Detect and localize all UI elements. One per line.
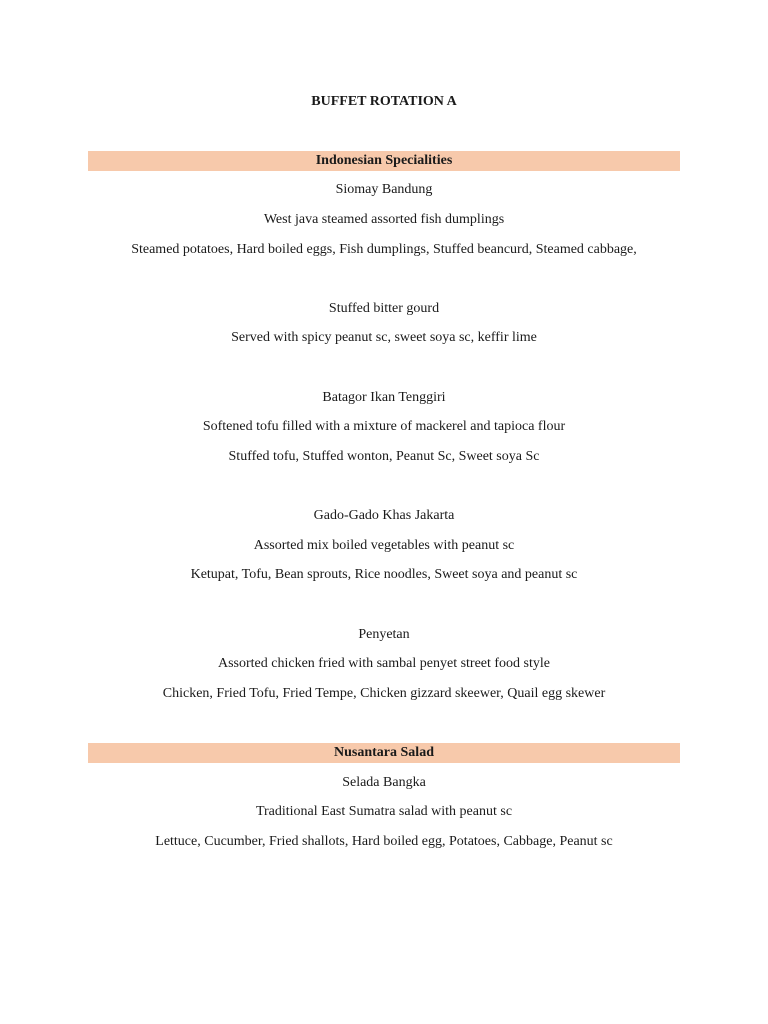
dish-name-batagor-ikan-tenggiri: Batagor Ikan Tenggiri <box>322 390 446 405</box>
dish-description: Softened tofu filled with a mixture of mackerel and tapioca flour <box>202 419 566 434</box>
dish-components: Stuffed tofu, Stuffed wonton, Peanut Sc, Sweet soya Sc <box>228 449 540 464</box>
dish-components: Lettuce, Cucumber, Fried shallots, Hard boiled egg, Potatoes, Cabbage, Peanut sc <box>155 834 613 849</box>
dish-description: Assorted mix boiled vegetables with peanut sc <box>253 538 515 553</box>
dish-condiments: Served with spicy peanut sc, sweet soya sc, keffir lime <box>231 330 537 345</box>
dish-components: Ketupat, Tofu, Bean sprouts, Rice noodles, Sweet soya and peanut sc <box>190 567 578 582</box>
dish-name-penyetan: Penyetan <box>358 627 410 642</box>
document-title: BUFFET ROTATION A <box>311 94 457 109</box>
dish-description: West java steamed assorted fish dumplings <box>263 212 505 227</box>
dish-components: Steamed potatoes, Hard boiled eggs, Fish dumplings, Stuffed beancurd, Steamed cabbage, <box>131 242 637 257</box>
section-heading-indonesian-specialities: Indonesian Specialities <box>88 151 680 171</box>
section-heading-nusantara-salad: Nusantara Salad <box>88 743 680 763</box>
dish-name-siomay-bandung: Siomay Bandung <box>335 182 433 197</box>
dish-components: Chicken, Fried Tofu, Fried Tempe, Chicken gizzard skeewer, Quail egg skewer <box>162 686 606 701</box>
dish-name-gado-gado-khas-jakarta: Gado-Gado Khas Jakarta <box>313 508 455 523</box>
dish-components-continued: Stuffed bitter gourd <box>328 301 440 316</box>
dish-name-selada-bangka: Selada Bangka <box>342 775 426 790</box>
dish-description: Assorted chicken fried with sambal penyet street food style <box>217 656 550 671</box>
dish-description: Traditional East Sumatra salad with peanut sc <box>255 804 513 819</box>
